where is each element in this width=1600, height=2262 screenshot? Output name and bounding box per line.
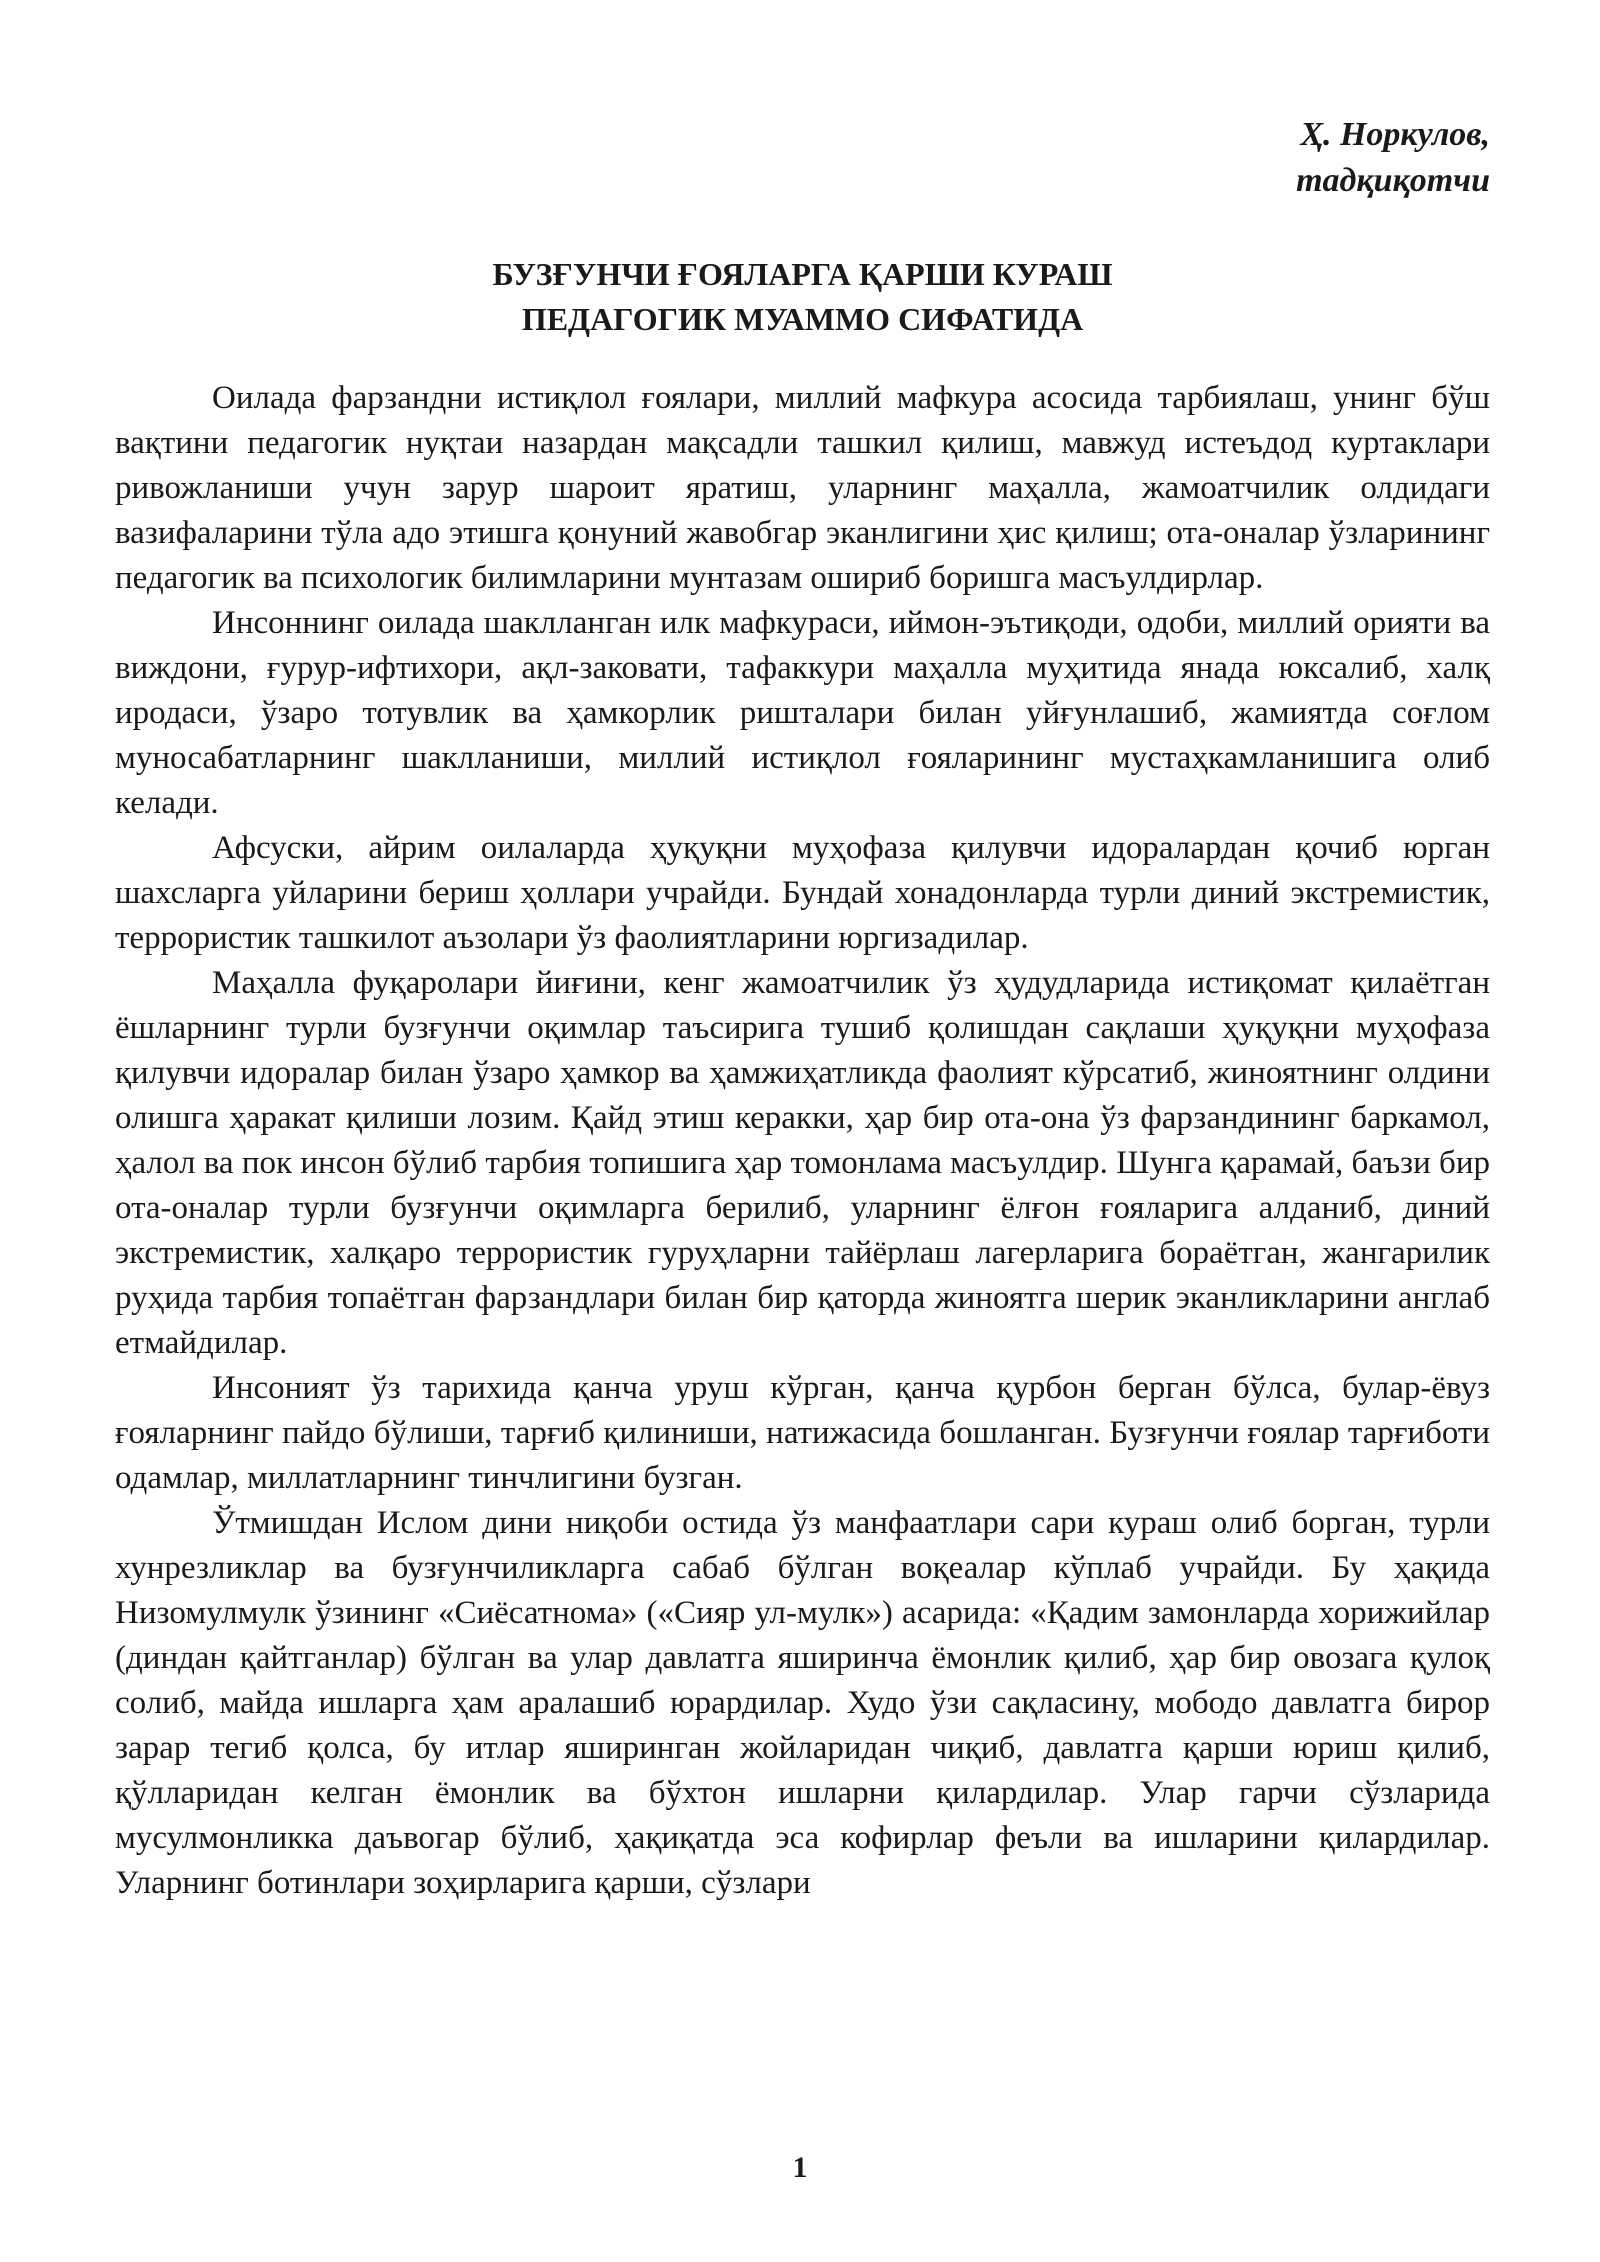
author-block: [1296, 112, 1490, 204]
paragraph-4: Маҳалла фуқаролари йиғини, кенг жамоатчилик ўз ҳудудларида истиқомат қилаётган ёшларнинг турли бузғунчи оқимлар таъсирига тушиб қолишдан сақлаши ҳуқуқни муҳофаза қилувчи идоралар билан ўзаро ҳамкор ва ҳамжиҳатликда фаолият кўрсатиб, жиноятнинг олдини олишга ҳаракат қилиши лозим. Қайд этиш керакки, ҳар бир ота-она ўз фарзандининг баркамол, ҳалол ва пок инсон бўлиб тарбия топишига ҳар томонлама масъулдир. Шунга қарамай, баъзи бир ота-оналар турли бузғунчи оқимларга берилиб, уларнинг ёлғон ғояларига алданиб, диний экстремистик, халқаро террористик гуруҳларни тайёрлаш лагерларига бораётган, жангарилик руҳида тарбия топаётган фарзандлари билан бир қаторда жиноятга шерик эканликларини англаб етмайдилар.: [115, 965, 1490, 1361]
page-number: 1: [792, 2151, 808, 2184]
author-name: Ҳ. Норкулов,: [1300, 116, 1490, 153]
title-line-2: ПЕДАГОГИК МУАММО СИФАТИДА: [521, 301, 1084, 337]
paragraph-6: Ўтмишдан Ислом дини ниқоби остида ўз манфаатлари сари кураш олиб борган, турли хунрезликлар ва бузғунчиликларга сабаб бўлган воқеалар кўплаб учрайди. Бу ҳақида Низомулмулк ўзининг «Сиёсатнома» («Сияр ул-мулк») асарида: «Қадим замонларда хорижийлар (диндан қайтганлар) бўлган ва улар давлатга яширинча ёмонлик қилиб, ҳар бир овозага қулоқ солиб, майда ишларга ҳам аралашиб юрардилар. Худо ўзи сақласину, мободо давлатга бирор зарар тегиб қолса, бу итлар яширинган жойларидан чиқиб, давлатга қарши юриш қилиб, қўлларидан келган ёмонлик ва бўхтон ишларни қилардилар. Улар гарчи сўзларида мусулмонликка даъвогар бўлиб, ҳақиқатда эса кофирлар феъли ва ишларини қилардилар. Уларнинг ботинлари зоҳирларига қарши, сўзлари: [115, 1505, 1490, 1901]
author-role: тадқиқотчи: [1296, 162, 1490, 199]
paragraph-2: Инсоннинг оилада шаклланган илк мафкураси, иймон-эътиқоди, одоби, миллий орияти ва виждони, ғурур-ифтихори, ақл-заковати, тафаккури маҳалла муҳитида янада юксалиб, халқ иродаси, ўзаро тотувлик ва ҳамкорлик ришталари билан уйғунлашиб, жамиятда соғлом муносабатларнинг шаклланиши, миллий истиқлол ғояларининг мустаҳкамланишига олиб келади.: [115, 605, 1490, 821]
article-body: [115, 376, 1490, 1906]
paragraph-5: Инсоният ўз тарихида қанча уруш кўрган, қанча қурбон берган бўлса, булар-ёвуз ғояларнинг пайдо бўлиши, тарғиб қилиниши, натижасида бошланган. Бузғунчи ғоялар тарғиботи одамлар, миллатларнинг тинчлигини бузган.: [115, 1370, 1490, 1496]
paragraph-3: Афсуски, айрим оилаларда ҳуқуқни муҳофаза қилувчи идоралардан қочиб юрган шахсларга уйларини бериш ҳоллари учрайди. Бундай хонадонларда турли диний экстремистик, террористик ташкилот аъзолари ўз фаолиятларини юргизадилар.: [115, 830, 1490, 956]
title-line-1: БУЗҒУНЧИ ҒОЯЛАРГА ҚАРШИ КУРАШ: [492, 256, 1113, 292]
article-title: [115, 252, 1490, 342]
paragraph-1: Оилада фарзандни истиқлол ғоялари, миллий мафкура асосида тарбиялаш, унинг бўш вақтини педагогик нуқтаи назардан мақсадли ташкил қилиш, мавжуд истеъдод куртаклари ривожланиши учун зарур шароит яратиш, уларнинг маҳалла, жамоатчилик олдидаги вазифаларини тўла адо этишга қонуний жавобгар эканлигини ҳис қилиш; ота-оналар ўзларининг педагогик ва психологик билимларини мунтазам ошириб боришга масъулдирлар.: [115, 380, 1490, 596]
